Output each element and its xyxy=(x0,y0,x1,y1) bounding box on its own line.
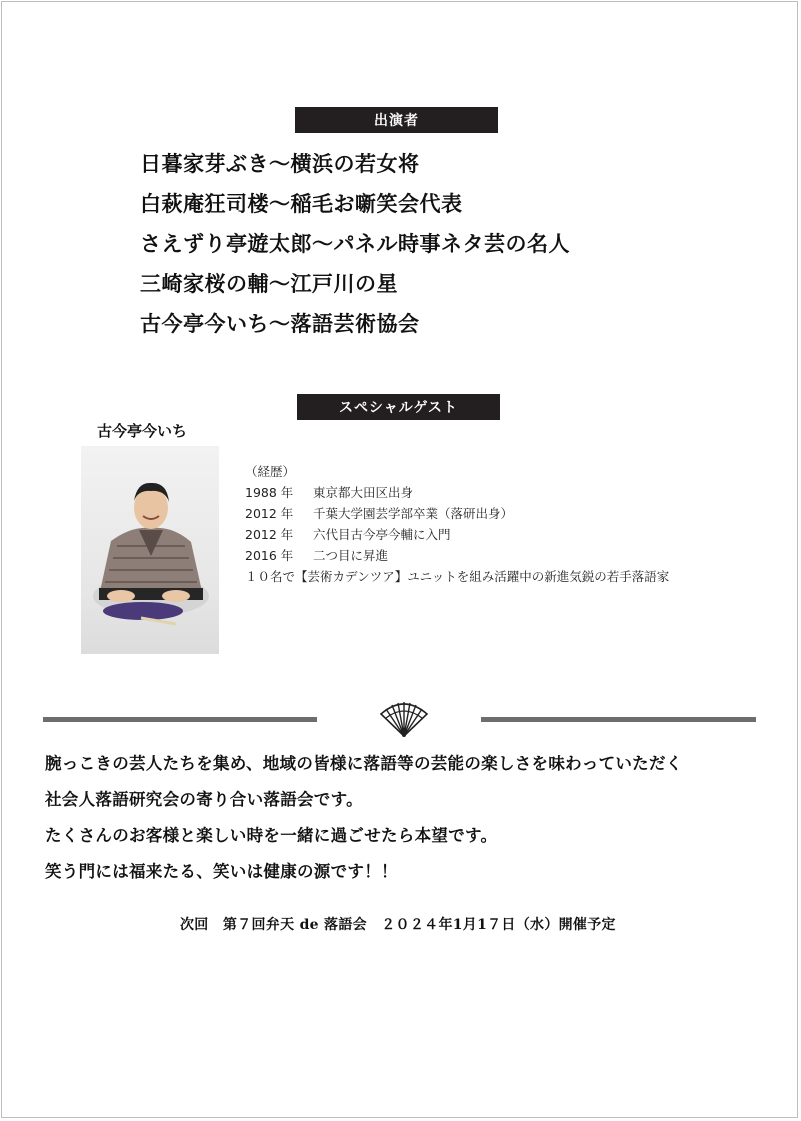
divider-right xyxy=(481,717,756,722)
guest-photo xyxy=(81,446,219,654)
message-block xyxy=(45,750,683,894)
performer-item: 三崎家桜の輔～江戸川の星 xyxy=(140,271,398,296)
career-year: 2012 年 xyxy=(245,527,294,542)
career-note: １０名で【芸術カデンツア】ユニットを組み活躍中の新進気鋭の若手落語家 xyxy=(245,569,670,584)
message-line: 社会人落語研究会の寄り合い落語会です。 xyxy=(45,790,363,809)
career-text: 六代目古今亭今輔に入門 xyxy=(313,527,451,542)
performer-item: 古今亭今いち～落語芸術協会 xyxy=(140,311,420,336)
career-text: 千葉大学園芸学部卒業（落研出身） xyxy=(313,506,514,521)
fan-icon xyxy=(378,700,430,740)
performer-item: 日暮家芽ぶき～横浜の若女将 xyxy=(140,151,420,176)
next-event-notice: 次回 第７回弁天 de 落語会 ２０２４年1月1７日（水）開催予定 xyxy=(180,917,616,933)
career-heading: （経歴） xyxy=(245,464,296,479)
career-year: 1988 年 xyxy=(245,485,294,500)
career-row xyxy=(245,482,669,503)
career-row xyxy=(245,524,669,545)
performer-item: さえずり亭遊太郎～パネル時事ネタ芸の名人 xyxy=(140,231,570,256)
divider-left xyxy=(43,717,317,722)
message-line: 笑う門には福来たる、笑いは健康の源です！！ xyxy=(45,862,398,881)
message-line: 腕っこきの芸人たちを集め、地域の皆様に落語等の芸能の楽しさを味わっていただく xyxy=(45,754,683,773)
career-row xyxy=(245,503,669,524)
career-year: 2016 年 xyxy=(245,548,294,563)
guest-name: 古今亭今いち xyxy=(97,422,188,440)
performers-banner: 出演者 xyxy=(295,107,498,133)
career-text: 二つ目に昇進 xyxy=(313,548,389,563)
special-guest-banner: スペシャルゲスト xyxy=(297,394,500,420)
performer-portrait-icon xyxy=(81,446,219,654)
career-text: 東京都大田区出身 xyxy=(313,485,414,500)
career-year: 2012 年 xyxy=(245,506,294,521)
performer-list xyxy=(140,144,570,344)
career-section xyxy=(245,461,669,587)
message-line: たくさんのお客様と楽しい時を一緒に過ごせたら本望です。 xyxy=(45,826,498,845)
performer-item: 白萩庵狂司楼～稲毛お噺笑会代表 xyxy=(140,191,463,216)
career-row xyxy=(245,545,669,566)
